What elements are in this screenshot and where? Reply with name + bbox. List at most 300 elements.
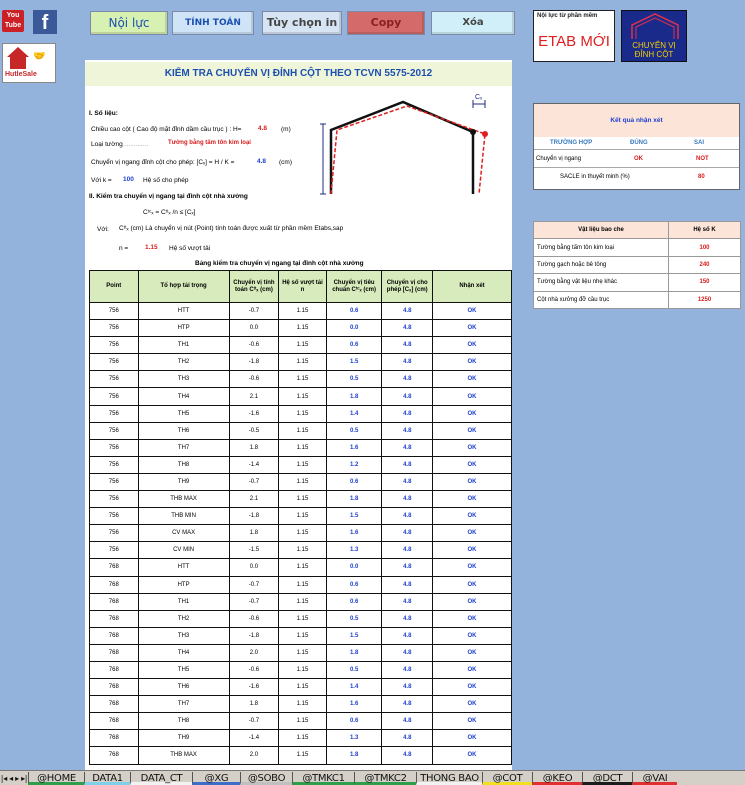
cell-point: 768 [90,661,139,678]
sheet-title: KIỂM TRA CHUYỂN VỊ ĐỈNH CỘT THEO TCVN 5575-2012 [85,62,512,86]
vl-material: Tường bằng vật liệu nhẹ khác [534,274,669,291]
cell-cv-tinh-toan: -1.4 [229,730,279,747]
cell-cv-tinh-toan: -0.5 [229,422,279,439]
cell-cv-tieu-chuan: 0.5 [326,371,382,388]
cell-cv-tieu-chuan: 0.5 [326,422,382,439]
cell-he-so: 1.15 [279,337,327,354]
cell-he-so: 1.15 [279,696,327,713]
cell-to-hop: HTT [138,559,229,576]
cell-to-hop: TH6 [138,679,229,696]
cell-point: 756 [90,405,139,422]
chuyen-vi-label: CHUYỂN VỊ ĐỈNH CỘT [632,41,676,59]
sheet-tab[interactable]: @XG [192,772,240,785]
cell-point: 756 [90,542,139,559]
cell-cv-tinh-toan: -1.4 [229,456,279,473]
cell-he-so: 1.15 [279,439,327,456]
vl-k-value: 100 [669,239,741,256]
cell-he-so: 1.15 [279,559,327,576]
cell-to-hop: HTT [138,303,229,320]
cell-cv-cho-phep: 4.8 [382,422,433,439]
cell-to-hop: TH1 [138,593,229,610]
cell-he-so: 1.15 [279,627,327,644]
handshake-icon: 🤝 [33,51,46,62]
chieu-cao-unit: (m) [281,126,291,133]
table-row [90,439,512,456]
kq-col-dung: ĐÚNG [630,140,648,146]
table-row [90,354,512,371]
vl-col2: Hệ số K [669,222,741,239]
table-row [90,337,512,354]
cell-he-so: 1.15 [279,610,327,627]
col-cv-tieu-chuan: Chuyển vị tiêu chuẩn Cᵗᶜₓ (cm) [326,271,382,303]
cell-nhan-xet: OK [433,473,512,490]
cell-he-so: 1.15 [279,388,327,405]
cell-nhan-xet: OK [433,491,512,508]
cell-to-hop: TH1 [138,337,229,354]
cell-he-so: 1.15 [279,456,327,473]
n-desc: Hệ số vượt tải [169,245,211,252]
cell-cv-tieu-chuan: 1.6 [326,525,382,542]
cell-he-so: 1.15 [279,644,327,661]
cell-cv-tieu-chuan: 1.8 [326,644,382,661]
cell-to-hop: CV MIN [138,542,229,559]
cell-point: 768 [90,610,139,627]
table-row [90,525,512,542]
cell-he-so: 1.15 [279,730,327,747]
kq-row-label: Chuyển vị ngang [536,156,582,162]
cell-cv-tieu-chuan: 0.6 [326,337,382,354]
home-icon[interactable] [2,43,56,83]
chieu-cao-value[interactable]: 4.8 [258,125,268,132]
cell-cv-tinh-toan: -0.6 [229,337,279,354]
chieu-cao-label: Chiều cao cột ( Cao độ mặt đỉnh dầm cầu trục ) : H= [91,126,242,133]
cell-he-so: 1.15 [279,508,327,525]
cell-cv-cho-phep: 4.8 [382,320,433,337]
cell-to-hop: THB MIN [138,508,229,525]
cell-nhan-xet: OK [433,320,512,337]
cv-cho-phep-value: 4.8 [257,158,267,165]
cell-cv-tinh-toan: 1.8 [229,696,279,713]
cell-cv-cho-phep: 4.8 [382,713,433,730]
cell-cv-cho-phep: 4.8 [382,525,433,542]
table-row [90,542,512,559]
cell-nhan-xet: OK [433,303,512,320]
cell-cv-tinh-toan: -0.7 [229,713,279,730]
vl-k-value: 1250 [669,291,741,308]
cell-cv-cho-phep: 4.8 [382,388,433,405]
cell-cv-tinh-toan: 1.8 [229,439,279,456]
cell-nhan-xet: OK [433,713,512,730]
cell-cv-cho-phep: 4.8 [382,610,433,627]
cell-cv-tieu-chuan: 1.2 [326,456,382,473]
table-row [90,730,512,747]
cell-cv-tinh-toan: 0.0 [229,559,279,576]
vat-lieu-table [533,221,741,309]
kq-scale-value[interactable]: 80 [698,174,705,180]
cell-he-so: 1.15 [279,679,327,696]
cell-cv-tieu-chuan: 0.6 [326,713,382,730]
cell-he-so: 1.15 [279,661,327,678]
table-row [90,610,512,627]
cell-nhan-xet: OK [433,422,512,439]
cell-nhan-xet: OK [433,525,512,542]
cell-cv-tinh-toan: -0.7 [229,576,279,593]
cell-nhan-xet: OK [433,354,512,371]
vat-lieu-header [534,222,741,239]
cell-cv-tieu-chuan: 0.0 [326,320,382,337]
sheet-tab[interactable]: DATA1 [84,772,130,785]
cell-nhan-xet: OK [433,456,512,473]
cell-nhan-xet: OK [433,405,512,422]
sheet-tab[interactable]: @HOME [28,772,84,785]
cell-cv-cho-phep: 4.8 [382,627,433,644]
cell-cv-tieu-chuan: 1.3 [326,542,382,559]
cell-nhan-xet: OK [433,388,512,405]
sheet-tab-bar [0,770,745,785]
calc-sheet: KIỂM TRA CHUYỂN VỊ ĐỈNH CỘT THEO TCVN 5575-2012 I. Số liệu: Chiều cao cột ( Cao độ mặt đỉnh dầm cầu trục ) : H= 4.8 (m) Loại tường .............. Tường bằng tấm tôn kim loại Chuyển vị ngang đỉnh cột cho phép: [Cₓ] = H / K = 4.8 (cm) Với k = 100 Hệ số cho phép II. Kiểm tra chuyển vị ngang tại đỉnh cột nhà xưởng Cᵗᶜₓ = Cᵗᵗₓ /n ≤ [Cₓ] Với: Cᵗᵗₓ (cm) Là chuyển vị nút (Point) tính toán được xuất từ phần mềm Etabs,sap n = 1.15 Hệ số vượt tải Bảng kiểm tra chuyển vị ngang tại đỉnh cột nhà xưởng Cₓ Point Tổ hợp tải trọng Chuyển vị tính toán Cᵗᵗₓ (cm) Hệ số vượt tải n Chuyển vị tiêu chuẩn Cᵗᶜₓ (cm) Chuyển vị cho phép [Cₓ] (cm) Nhận xét 756 HTT -0.7 1.15 0.6 4.8 OK 756 HTP 0.0 1.15 0.0 4.8 OK 756 TH1 -0.6 1.15 0.6 4.8 OK 756 TH2 -1.8 1.15 1.5 4.8 OK 756 TH3 -0.6 1.15 0.5 4.8 OK 756 TH4 2.1 1.15 1.8 4.8 OK 756 TH5 -1.6 1.15 1.4 4.8 OK 756 TH6 -0.5 1.15 0.5 4.8 OK 756 TH7 1.8 1.15 1.6 4.8 OK 756 TH8 -1.4 1.15 1.2 4.8 OK 756 TH9 -0.7 1.15 0.6 4.8 OK 756 THB MAX 2.1 1.15 1.8 4.8 OK 756 THB MIN -1.8 1.15 1.5 4.8 OK 756 CV MAX 1.8 1.15 1.6 4.8 OK 756 CV MIN -1.5 1.15 1.3 4.8 OK 768 HTT 0.0 1.15 0.0 4.8 OK 768 HTP -0.7 1.15 0.6 4.8 OK 768 TH1 -0.7 1.15 0.6 4.8 OK 768 TH2 -0.6 1.15 0.5 4.8 OK 768 TH3 -1.8 1.15 1.5 4.8 OK 768 TH4 2.0 1.15 1.8 4.8 OK 768 TH5 -0.6 1.15 0.5 4.8 OK 768 TH6 -1.6 1.15 1.4 4.8 OK 768 TH7 1.8 1.15 1.6 4.8 OK 768 TH8 -0.7 1.15 0.6 4.8 OK 768 TH9 -1.4 1.15 1.3 4.8 OK 768 THB MAX 2.0 1.15 1.8 4.8 OK [85,60,512,772]
cell-point: 768 [90,627,139,644]
cell-he-so: 1.15 [279,576,327,593]
table-row [90,371,512,388]
col-to-hop: Tổ hợp tải trọng [138,271,229,303]
cell-he-so: 1.15 [279,747,327,764]
table-title: Bảng kiểm tra chuyển vị ngang tại đỉnh cột nhà xưởng [195,260,364,267]
cell-nhan-xet: OK [433,661,512,678]
cell-cv-tinh-toan: -1.5 [229,542,279,559]
ket-qua-title: Kết quả nhận xét [534,104,739,137]
cell-nhan-xet: OK [433,559,512,576]
cell-point: 756 [90,371,139,388]
cell-he-so: 1.15 [279,525,327,542]
vl-k-value: 150 [669,274,741,291]
n-label: n = [119,245,129,252]
cell-he-so: 1.15 [279,491,327,508]
table-row [90,593,512,610]
section-1-heading: I. Số liệu: [89,110,118,117]
vl-k-value: 240 [669,256,741,273]
loai-tuong-label: Loại tường [91,141,123,148]
cell-point: 768 [90,747,139,764]
cell-point: 768 [90,713,139,730]
cell-to-hop: TH9 [138,473,229,490]
cell-to-hop: TH2 [138,354,229,371]
cell-point: 756 [90,508,139,525]
cell-to-hop: HTP [138,576,229,593]
cell-cv-tieu-chuan: 1.8 [326,491,382,508]
cell-to-hop: TH3 [138,371,229,388]
cell-nhan-xet: OK [433,730,512,747]
cell-point: 768 [90,644,139,661]
cell-cv-tieu-chuan: 0.6 [326,303,382,320]
cell-cv-tieu-chuan: 0.6 [326,473,382,490]
cell-nhan-xet: OK [433,679,512,696]
vl-material: Tường gạch hoặc bê tông [534,256,669,273]
vat-lieu-row [534,274,741,291]
vl-col1: Vật liệu bao che [534,222,669,239]
cell-he-so: 1.15 [279,405,327,422]
sheet-tab[interactable]: @KEO [532,772,582,785]
cell-cv-tinh-toan: 1.8 [229,525,279,542]
cell-cv-cho-phep: 4.8 [382,730,433,747]
col-nhan-xet: Nhận xét [433,271,512,303]
cell-cv-tieu-chuan: 1.8 [326,388,382,405]
cell-he-so: 1.15 [279,542,327,559]
voi-k-value: 100 [123,176,134,183]
cell-cv-tinh-toan: 2.1 [229,491,279,508]
table-row [90,747,512,764]
cell-cv-tieu-chuan: 1.6 [326,696,382,713]
cell-to-hop: TH7 [138,696,229,713]
cell-point: 756 [90,525,139,542]
cell-cv-tinh-toan: -0.6 [229,371,279,388]
table-row [90,661,512,678]
facebook-icon[interactable]: f [33,10,57,34]
vat-lieu-row [534,239,741,256]
cell-to-hop: CV MAX [138,525,229,542]
cell-cv-tieu-chuan: 0.6 [326,593,382,610]
cell-cv-cho-phep: 4.8 [382,508,433,525]
xoa-button[interactable]: Xóa [431,11,515,35]
diagram-cx-label: Cₓ [475,94,483,101]
hutle-label: HutleSale [5,71,37,78]
table-row [90,696,512,713]
voi-label: Với: [97,226,109,233]
cell-he-so: 1.15 [279,422,327,439]
cell-cv-cho-phep: 4.8 [382,747,433,764]
cell-he-so: 1.15 [279,713,327,730]
cell-cv-tieu-chuan: 1.6 [326,439,382,456]
sheet-tab[interactable]: @COT [482,772,532,785]
cell-cv-tieu-chuan: 1.4 [326,679,382,696]
cell-cv-tinh-toan: 2.0 [229,747,279,764]
cell-point: 756 [90,303,139,320]
sheet-tab[interactable]: @DCT [582,772,632,785]
etab-big-label: ETAB MỚI [538,33,610,50]
cell-cv-cho-phep: 4.8 [382,337,433,354]
cell-cv-tinh-toan: 0.0 [229,320,279,337]
cell-to-hop: TH3 [138,627,229,644]
cell-to-hop: TH5 [138,661,229,678]
cell-cv-cho-phep: 4.8 [382,491,433,508]
cell-cv-tieu-chuan: 1.8 [326,747,382,764]
cell-cv-cho-phep: 4.8 [382,644,433,661]
cell-cv-tinh-toan: -0.7 [229,593,279,610]
cell-point: 768 [90,559,139,576]
cell-point: 756 [90,456,139,473]
kq-row-dung: OK [634,156,643,162]
cell-to-hop: TH2 [138,610,229,627]
cell-cv-cho-phep: 4.8 [382,593,433,610]
cell-he-so: 1.15 [279,371,327,388]
cell-point: 768 [90,593,139,610]
cell-he-so: 1.15 [279,303,327,320]
cell-nhan-xet: OK [433,542,512,559]
cell-cv-tieu-chuan: 1.4 [326,405,382,422]
loai-tuong-select[interactable]: Tường bằng tấm tôn kim loại [168,140,251,146]
cell-nhan-xet: OK [433,644,512,661]
col-cv-tinh-toan: Chuyển vị tính toán Cᵗᵗₓ (cm) [229,271,279,303]
table-row [90,405,512,422]
table-row [90,576,512,593]
sheet-tab[interactable]: @TMKC2 [354,772,416,785]
cell-to-hop: TH9 [138,730,229,747]
table-row [90,422,512,439]
kq-col-case: TRƯỜNG HỢP [550,140,593,146]
etab-small-label: Nội lực từ phần mềm [537,13,598,19]
frame-diagram [303,90,503,200]
noi-luc-button[interactable]: Nội lực [90,11,168,35]
col-he-so: Hệ số vượt tải n [279,271,327,303]
cell-point: 768 [90,730,139,747]
tinh-toan-button[interactable]: TÍNH TOÁN [172,11,254,35]
table-row [90,473,512,490]
table-row [90,320,512,337]
cell-point: 756 [90,337,139,354]
cell-cv-cho-phep: 4.8 [382,456,433,473]
cell-point: 756 [90,439,139,456]
section-2-heading: II. Kiểm tra chuyển vị ngang tại đỉnh cột nhà xưởng [89,193,248,200]
cell-to-hop: THB MAX [138,747,229,764]
cell-nhan-xet: OK [433,508,512,525]
cell-cv-tinh-toan: 2.1 [229,388,279,405]
cell-cv-tinh-toan: -1.8 [229,354,279,371]
displacement-table [89,270,512,765]
cell-nhan-xet: OK [433,576,512,593]
chuyen-vi-logo[interactable] [621,10,687,62]
sheet-tab[interactable]: @TMKC1 [292,772,354,785]
cell-he-so: 1.15 [279,473,327,490]
table-row [90,713,512,730]
cell-cv-cho-phep: 4.8 [382,542,433,559]
vat-lieu-row [534,256,741,273]
cell-nhan-xet: OK [433,439,512,456]
cell-cv-tinh-toan: 2.0 [229,644,279,661]
cell-cv-cho-phep: 4.8 [382,473,433,490]
table-row [90,388,512,405]
formula: Cᵗᶜₓ = Cᵗᵗₓ /n ≤ [Cₓ] [143,209,196,216]
etab-moi-button[interactable] [533,10,615,62]
cell-nhan-xet: OK [433,371,512,388]
cell-point: 756 [90,422,139,439]
cell-to-hop: TH8 [138,713,229,730]
cell-cv-tieu-chuan: 0.0 [326,559,382,576]
col-point: Point [90,271,139,303]
cell-point: 768 [90,679,139,696]
vl-material: Cột nhà xưởng đỡ cầu trục [534,291,669,308]
cell-nhan-xet: OK [433,747,512,764]
cell-cv-tinh-toan: -1.8 [229,508,279,525]
cell-point: 768 [90,696,139,713]
tuy-chon-in-button[interactable]: Tùy chọn in [262,11,342,35]
cell-to-hop: THB MAX [138,491,229,508]
cell-point: 756 [90,320,139,337]
cell-cv-tieu-chuan: 1.5 [326,354,382,371]
cell-cv-tieu-chuan: 0.5 [326,661,382,678]
voi-k-desc: Hệ số cho phép [143,177,189,184]
vl-material: Tường bằng tấm tôn kim loại [534,239,669,256]
cell-point: 756 [90,491,139,508]
kq-scale-label: SACLE in thuyết minh (%) [560,174,630,180]
cell-cv-tieu-chuan: 1.5 [326,627,382,644]
cell-cv-tinh-toan: -0.6 [229,610,279,627]
cell-cv-tinh-toan: -0.6 [229,661,279,678]
table-row [90,644,512,661]
cell-cv-cho-phep: 4.8 [382,439,433,456]
cell-nhan-xet: OK [433,337,512,354]
table-row [90,508,512,525]
cell-to-hop: TH4 [138,388,229,405]
cell-to-hop: TH6 [138,422,229,439]
cell-cv-cho-phep: 4.8 [382,303,433,320]
cell-cv-tieu-chuan: 1.3 [326,730,382,747]
cell-cv-cho-phep: 4.8 [382,354,433,371]
cv-unit: (cm) [279,159,292,166]
cell-to-hop: HTP [138,320,229,337]
cell-cv-tinh-toan: -1.8 [229,627,279,644]
cell-point: 756 [90,354,139,371]
cell-cv-cho-phep: 4.8 [382,559,433,576]
cell-nhan-xet: OK [433,610,512,627]
table-row [90,456,512,473]
cell-cv-cho-phep: 4.8 [382,405,433,422]
tab-nav-arrows[interactable]: |◂ ◂ ▸ ▸| [0,774,28,783]
youtube-icon[interactable]: You Tube [2,10,24,32]
cell-point: 768 [90,576,139,593]
cell-he-so: 1.15 [279,320,327,337]
cell-point: 756 [90,473,139,490]
sheet-tab[interactable]: @VAI [632,772,677,785]
table-row [90,559,512,576]
cell-cv-tinh-toan: -1.6 [229,405,279,422]
kq-row-sai: NOT [696,156,709,162]
cell-nhan-xet: OK [433,593,512,610]
cell-cv-tieu-chuan: 0.5 [326,610,382,627]
cell-cv-tinh-toan: -0.7 [229,473,279,490]
vat-lieu-row [534,291,741,308]
cell-nhan-xet: OK [433,627,512,644]
cell-to-hop: TH4 [138,644,229,661]
voi-desc: Cᵗᵗₓ (cm) Là chuyển vị nút (Point) tính toán được xuất từ phần mềm Etabs,sap [119,225,344,232]
cell-he-so: 1.15 [279,354,327,371]
ket-qua-panel [533,103,740,190]
cell-cv-tinh-toan: -1.6 [229,679,279,696]
kq-col-sai: SAI [694,140,705,146]
voi-k-label: Với k = [91,177,112,184]
cell-point: 756 [90,388,139,405]
cell-he-so: 1.15 [279,593,327,610]
n-value: 1.15 [145,244,158,251]
cv-cho-phep-label: Chuyển vị ngang đỉnh cột cho phép: [Cₓ] = H / K = [91,159,235,166]
cell-cv-cho-phep: 4.8 [382,696,433,713]
table-row [90,679,512,696]
copy-button[interactable]: Copy [347,11,425,35]
table-row [90,627,512,644]
cell-cv-cho-phep: 4.8 [382,679,433,696]
sheet-tab[interactable]: THONG BAO [416,772,482,785]
cell-cv-tinh-toan: -0.7 [229,303,279,320]
cell-cv-tieu-chuan: 0.6 [326,576,382,593]
cell-to-hop: TH8 [138,456,229,473]
cell-cv-cho-phep: 4.8 [382,661,433,678]
cell-cv-cho-phep: 4.8 [382,576,433,593]
vat-lieu-panel [533,221,740,308]
sheet-tab[interactable]: DATA_CT [130,772,192,785]
cell-nhan-xet: OK [433,696,512,713]
sheet-tab[interactable]: @SOBO [240,772,292,785]
table-row [90,303,512,320]
table-header-row [90,271,512,303]
house-frame-icon [622,11,688,43]
